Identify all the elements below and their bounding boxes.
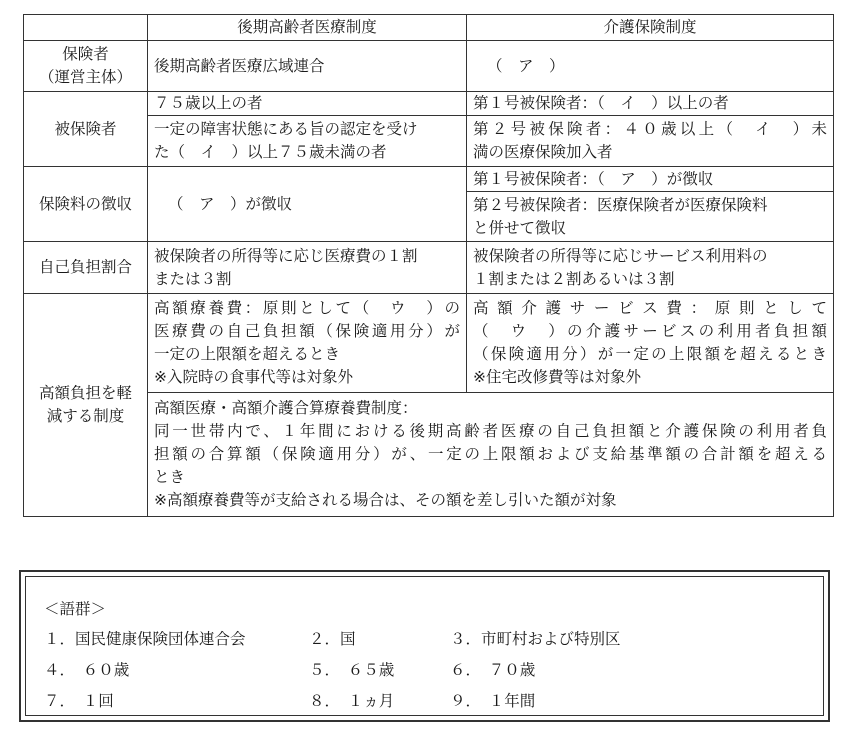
term-item-4: ４． ６０歳 [44, 661, 130, 679]
row-reduction-a [24, 294, 834, 393]
row-insurer [24, 41, 834, 92]
copay-col1 [148, 242, 467, 294]
insured-col1b-line: た（ イ ）以上７５歳未満の者 [154, 143, 387, 161]
copay-label: 自己負担割合 [24, 242, 148, 294]
reduction-col2-line: 高額介護サービス費：原則として [473, 299, 827, 317]
row-copay [24, 242, 834, 294]
insured-col2a [467, 92, 834, 116]
reduction-col1-line: 高額療養費：原則として（ ウ ）の [154, 299, 460, 317]
premium-col2b-line: と併せて徴収 [473, 218, 567, 237]
premium-col2b [467, 192, 834, 242]
insured-col2b-line: 第２号被保険者：４０歳以上（ イ ）未 [473, 120, 827, 138]
premium-label: 保険料の徴収 [24, 167, 148, 242]
reduction-col2 [467, 294, 834, 393]
word-list-title: ＜語群＞ [44, 600, 107, 618]
insurer-label-line: （運営主体） [38, 68, 132, 86]
premium-col2b-line: 第２号被保険者：医療保険者が医療保険料 [473, 195, 768, 214]
insurer-label-line: 保険者 [62, 45, 109, 63]
term-item-9: ９． １年間 [450, 692, 536, 710]
premium-col2a [467, 167, 834, 192]
row-premium-a [24, 167, 834, 192]
copay-col1-line: 被保険者の所得等に応じ医療費の１割 [154, 246, 418, 265]
reduction-col1-line: 医療費の自己負担額（保険適用分）が [154, 322, 460, 340]
insured-col1b [148, 116, 467, 167]
insured-col2b-line: 満の医療保険加入者 [473, 143, 613, 161]
insurer-col1: 後期高齢者医療広域連合 [148, 41, 467, 92]
term-item-3: ３．市町村および特別区 [450, 630, 621, 648]
header-col2: 介護保険制度 [467, 15, 834, 41]
reduction-combined-line: とき [154, 468, 186, 486]
reduction-combined-line: 高額医療・高額介護合算療養費制度： [154, 399, 418, 417]
insured-col2a-text: 第１号被保険者：（ イ ）以上の者 [473, 94, 729, 112]
word-list-box [19, 570, 830, 722]
copay-col1-line: または３割 [154, 269, 232, 288]
reduction-col2-line: （保険適用分）が一定の上限額を超えるとき [473, 345, 827, 363]
term-item-7: ７． １回 [44, 692, 114, 710]
insured-label: 被保険者 [24, 92, 148, 167]
term-item-2: ２．国 [309, 630, 356, 648]
copay-col2-line: １割または２割あるいは３割 [473, 269, 675, 288]
reduction-label [24, 294, 148, 517]
row-insured-a [24, 92, 834, 116]
header-empty [24, 15, 148, 41]
reduction-combined-line: 同一世帯内で、１年間における後期高齢者医療の自己負担額と介護保険の利用者負 [154, 422, 827, 440]
reduction-combined [148, 393, 834, 517]
reduction-col2-line: （ ウ ）の介護サービスの利用者負担額 [473, 322, 827, 340]
reduction-combined-line: 担額の合算額（保険適用分）が、一定の上限額および支給基準額の合計額を超える [154, 445, 827, 463]
reduction-combined-line: ※高額療養費等が支給される場合は、その額を差し引いた額が対象 [154, 491, 617, 509]
reduction-label-line: 高額負担を軽 [38, 384, 132, 402]
term-item-6: ６． ７０歳 [450, 661, 536, 679]
premium-col1: （ ア ）が徴収 [148, 167, 467, 242]
copay-col2-line: 被保険者の所得等に応じサービス利用料の [473, 246, 768, 265]
reduction-col2-line: ※住宅改修費等は対象外 [473, 368, 641, 386]
reduction-col1 [148, 294, 467, 393]
reduction-label-line: 減する制度 [46, 407, 125, 425]
insured-col1a [148, 92, 467, 116]
term-item-8: ８． １ヵ月 [309, 692, 395, 710]
word-list-inner-frame [25, 576, 824, 716]
insured-col2b [467, 116, 834, 167]
copay-col2 [467, 242, 834, 294]
reduction-col1-line: ※入院時の食事代等は対象外 [154, 368, 353, 386]
header-row [24, 15, 834, 41]
insurer-label [24, 41, 148, 92]
insurer-col2: （ ア ） [467, 41, 834, 92]
comparison-table [23, 14, 834, 517]
header-col1: 後期高齢者医療制度 [148, 15, 467, 41]
term-item-5: ５． ６５歳 [309, 661, 395, 679]
insured-col1b-line: 一定の障害状態にある旨の認定を受け [154, 120, 418, 138]
reduction-col1-line: 一定の上限額を超えるとき [154, 345, 341, 363]
premium-col2a-text: 第１号被保険者：（ ア ）が徴収 [473, 169, 714, 188]
term-item-1: １．国民健康保険団体連合会 [44, 630, 246, 648]
insured-col1a-text: ７５歳以上の者 [154, 94, 263, 112]
